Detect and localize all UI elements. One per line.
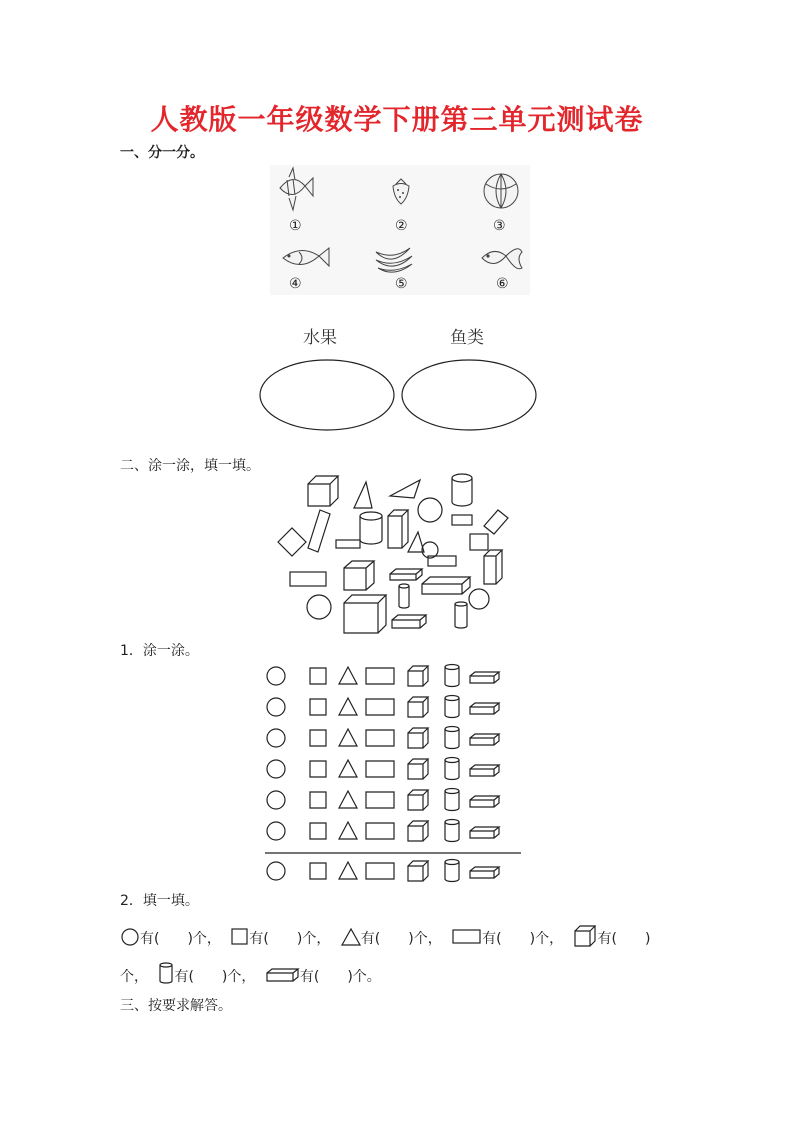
triangle-outline[interactable]: [339, 862, 357, 879]
square-outline[interactable]: [310, 730, 326, 746]
coloring-grid: [265, 660, 525, 890]
cylinder-outline[interactable]: [445, 789, 459, 811]
square-outline[interactable]: [310, 668, 326, 684]
cylinder-outline[interactable]: [445, 758, 459, 780]
rectangle-icon: [452, 929, 482, 945]
cuboid-icon: [266, 968, 300, 982]
triangle-icon: [341, 928, 361, 946]
circle-icon: [120, 927, 140, 947]
cube-outline[interactable]: [408, 790, 428, 810]
coloring-row: [267, 696, 499, 718]
cube-outline[interactable]: [408, 666, 428, 686]
cylinder-outline[interactable]: [445, 860, 459, 882]
triangle-outline[interactable]: [339, 698, 357, 715]
cube-outline[interactable]: [408, 728, 428, 748]
triangle-outline[interactable]: [339, 822, 357, 839]
fill-has-text: 有(: [299, 969, 320, 985]
cylinder-outline[interactable]: [445, 727, 459, 749]
cuboid-outline[interactable]: [470, 796, 499, 807]
fill-has-text: 有(: [482, 931, 502, 947]
cube-outline[interactable]: [408, 759, 428, 779]
circle-outline[interactable]: [267, 698, 285, 716]
coloring-row: [267, 820, 499, 842]
square-icon: [231, 928, 249, 946]
goldfish-picture: [478, 242, 524, 276]
item-number-5: ⑤: [395, 276, 408, 292]
square-outline[interactable]: [310, 761, 326, 777]
total-row: [267, 860, 499, 882]
square-outline[interactable]: [310, 863, 326, 879]
fill-row-2: [120, 962, 720, 986]
q2-label: 2．填一填。: [120, 893, 199, 909]
triangle-outline[interactable]: [339, 791, 357, 808]
circle-outline[interactable]: [267, 822, 285, 840]
item-number-2: ②: [395, 218, 408, 234]
cuboid-outline[interactable]: [470, 827, 499, 838]
cuboid-outline[interactable]: [470, 703, 499, 714]
circle-outline[interactable]: [267, 729, 285, 747]
watermelon-picture: [482, 172, 520, 210]
fill-has-text: 有(: [174, 969, 194, 985]
banana-picture: [372, 240, 414, 276]
fill-close-text: )个，: [187, 931, 221, 947]
coloring-row: [267, 789, 499, 811]
page-title: 人教版一年级数学下册第三单元测试卷: [150, 103, 644, 136]
fill-has-text: 有(: [597, 931, 618, 947]
triangle-outline[interactable]: [339, 667, 357, 684]
cuboid-outline[interactable]: [470, 765, 499, 776]
circle-outline[interactable]: [267, 667, 285, 685]
fill-ge-text: 个，: [120, 969, 148, 985]
coloring-row: [267, 758, 499, 780]
fill-close-text: )个。: [347, 969, 381, 985]
rectangle-outline[interactable]: [366, 761, 394, 777]
fill-close-text: )个，: [221, 969, 256, 985]
circle-outline[interactable]: [267, 791, 285, 809]
fill-row-1: [120, 925, 720, 948]
fill-close-text: )个，: [408, 931, 442, 947]
item-number-4: ④: [289, 276, 302, 292]
fill-close-text: ): [645, 931, 651, 947]
square-outline[interactable]: [310, 699, 326, 715]
rectangle-outline[interactable]: [366, 823, 394, 839]
angelfish-picture: [275, 168, 315, 213]
rectangle-outline[interactable]: [366, 668, 394, 684]
circle-outline[interactable]: [267, 862, 285, 880]
shape-collection: [270, 470, 530, 635]
cylinder-outline[interactable]: [445, 665, 459, 687]
square-outline[interactable]: [310, 792, 326, 808]
q1-label: 1．涂一涂。: [120, 643, 199, 659]
section3-heading: 三、按要求解答。: [120, 998, 232, 1014]
fill-has-text: 有(: [140, 931, 160, 947]
section1-heading: 一、分一分。: [120, 145, 204, 161]
cuboid-outline[interactable]: [470, 672, 499, 683]
circle-outline[interactable]: [267, 760, 285, 778]
item-number-3: ③: [493, 218, 506, 234]
cube-outline[interactable]: [408, 697, 428, 717]
fill-has-text: 有(: [360, 931, 381, 947]
fill-close-text: )个，: [296, 931, 331, 947]
cylinder-outline[interactable]: [445, 696, 459, 718]
square-outline[interactable]: [310, 823, 326, 839]
total-divider: [265, 852, 525, 854]
section2-heading: 二、涂一涂，填一填。: [120, 458, 260, 474]
rectangle-outline[interactable]: [366, 730, 394, 746]
rectangle-outline[interactable]: [366, 863, 394, 879]
cuboid-outline[interactable]: [470, 734, 499, 745]
cube-outline[interactable]: [408, 821, 428, 841]
cube-outline[interactable]: [408, 861, 428, 881]
rectangle-outline[interactable]: [366, 792, 394, 808]
coloring-row: [267, 727, 499, 749]
item-number-6: ⑥: [496, 276, 509, 292]
cylinder-icon: [158, 962, 174, 984]
fish-set-ellipse[interactable]: [398, 355, 543, 435]
triangle-outline[interactable]: [339, 760, 357, 777]
fill-has-text: 有(: [249, 931, 269, 947]
item-number-1: ①: [289, 218, 302, 234]
strawberry-picture: [390, 178, 412, 206]
fill-close-text: )个，: [529, 931, 564, 947]
cube-icon: [574, 925, 598, 947]
cylinder-outline[interactable]: [445, 820, 459, 842]
coloring-grid-shapes: [265, 660, 525, 890]
triangle-outline[interactable]: [339, 729, 357, 746]
cuboid-outline[interactable]: [470, 867, 499, 878]
fish-picture: [275, 244, 331, 272]
coloring-row: [267, 665, 499, 687]
fruit-set-ellipse[interactable]: [255, 355, 400, 435]
set-label-fish: 鱼类: [450, 328, 484, 348]
rectangle-outline[interactable]: [366, 699, 394, 715]
set-label-fruit: 水果: [303, 328, 337, 348]
